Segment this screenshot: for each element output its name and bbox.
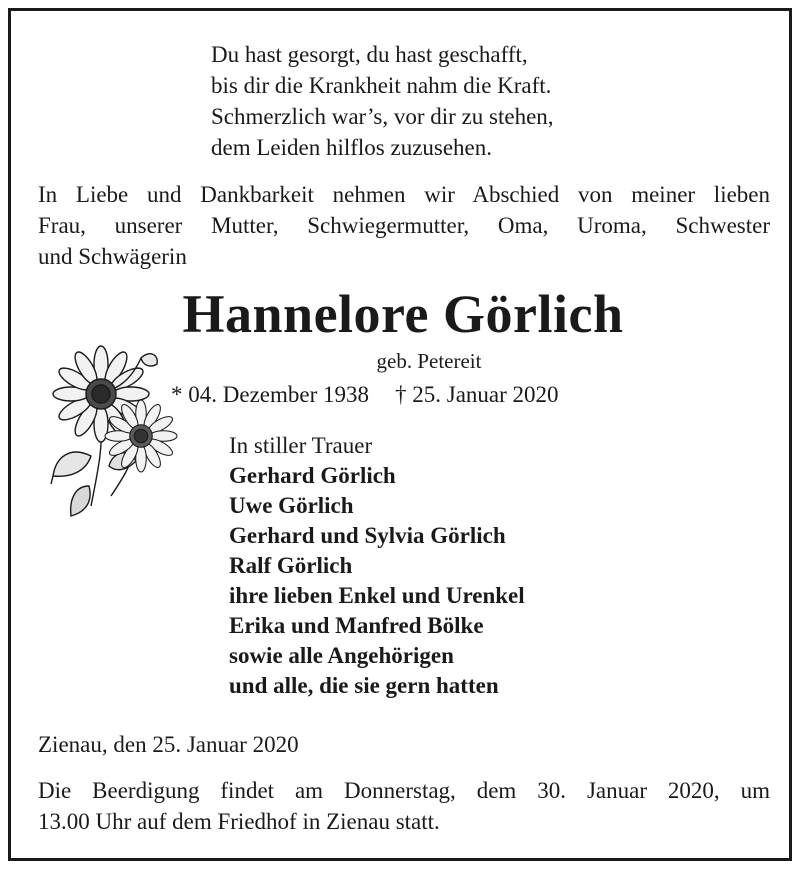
mourner-name: Gerhard und Sylvia Görlich <box>229 523 506 548</box>
poem-line: bis dir die Krankheit nahm die Kraft. <box>211 73 552 98</box>
mourner-name: Uwe Görlich <box>229 493 354 518</box>
mourner-name: Gerhard Görlich <box>229 463 396 488</box>
mourner-name: und alle, die sie gern hatten <box>229 673 499 698</box>
intro-line: Frau, unserer Mutter, Schwiegermutter, Oma, Uroma, Schwester <box>38 213 770 238</box>
poem-line: dem Leiden hilflos zuzusehen. <box>211 135 493 160</box>
mourner-name: Ralf Görlich <box>229 553 353 578</box>
memorial-poem <box>211 39 554 163</box>
death-date: † 25. Januar 2020 <box>395 382 559 407</box>
mourner-name: ihre lieben Enkel und Urenkel <box>229 583 525 608</box>
mourning-heading: In stiller Trauer <box>229 433 373 458</box>
deceased-name: Hannelore Görlich <box>182 284 624 344</box>
funeral-line: 13.00 Uhr auf dem Friedhof in Zienau statt. <box>38 809 440 834</box>
mourners-list <box>229 431 525 701</box>
sunflower-icon <box>41 336 191 526</box>
life-dates <box>171 379 559 410</box>
funeral-line: Die Beerdigung findet am Donnerstag, dem 30. Januar 2020, um <box>38 778 770 803</box>
place-date: Zienau, den 25. Januar 2020 <box>38 732 299 757</box>
obituary-frame <box>8 8 792 861</box>
mourner-name: Erika und Manfred Bölke <box>229 613 484 638</box>
farewell-intro <box>38 179 770 272</box>
intro-line: In Liebe und Dankbarkeit nehmen wir Abschied von meiner lieben <box>38 182 770 207</box>
funeral-notice <box>38 775 770 837</box>
intro-line: und Schwägerin <box>38 244 187 269</box>
poem-line: Schmerzlich war’s, vor dir zu stehen, <box>211 104 554 129</box>
maiden-name: geb. Petereit <box>376 349 482 373</box>
mourner-name: sowie alle Angehörigen <box>229 643 454 668</box>
birth-date: * 04. Dezember 1938 <box>171 382 369 407</box>
poem-line: Du hast gesorgt, du hast geschafft, <box>211 42 528 67</box>
